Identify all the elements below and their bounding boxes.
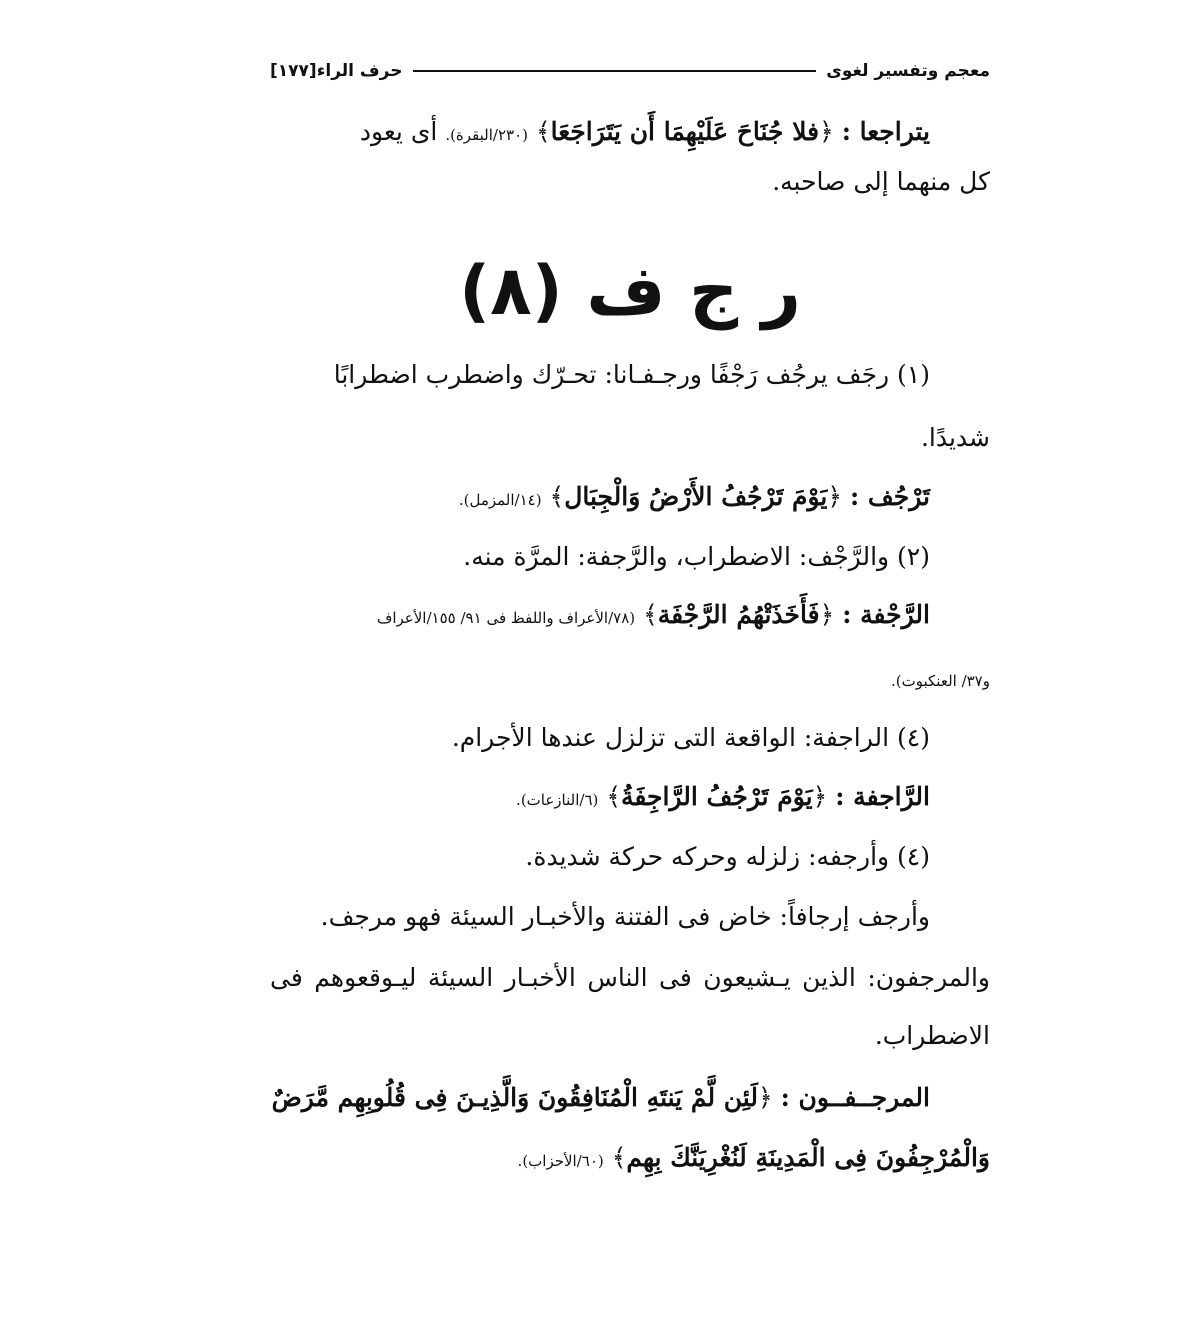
- intro-text-2: كل منهما إلى صاحبه.: [772, 167, 990, 196]
- section-title: ر ج ف (٨): [459, 252, 801, 331]
- running-header: [270, 56, 990, 86]
- entry-6-line-1: والمرجفون: الذين يـشيعون فى الناس الأخبـار السيئة ليـوقعوهم فى: [270, 963, 990, 992]
- entry-1-line-2: شديدًا.: [920, 423, 990, 452]
- intro-line-2: [270, 162, 990, 202]
- entry-2-verse: فَأَخَذَتْهُمُ الرَّجْفَة: [657, 600, 820, 629]
- entry-7-verse-2: وَالْمُرْجِفُونَ فِى الْمَدِينَةِ لَنُغْرِيَنَّكَ بِهِم: [626, 1143, 990, 1172]
- section-name: حرف الراء: [316, 61, 403, 81]
- intro-verse: فلا جُنَاحَ عَلَيْهِمَا أَن يَتَرَاجَعَا: [550, 117, 820, 146]
- header-rule: [413, 70, 817, 72]
- page-number: [١٧٧]: [270, 61, 317, 81]
- entry-3-verse: يَوْمَ تَرْجُفُ الرَّاجِفَةُ: [620, 782, 813, 811]
- book-title: معجم وتفسير لغوى: [826, 61, 990, 81]
- entry-3-line: (٤) الراجفة: الواقعة التى تزلزل عندها الأجرام.: [451, 723, 930, 752]
- intro-ref: (٢٣٠/البقرة).: [445, 126, 529, 144]
- entry-1-verse: يَوْمَ تَرْجُفُ الأَرْضُ وَالْجِبَال: [564, 482, 828, 511]
- entry-3-quote: الرَّاجفة : ﴿يَوْمَ تَرْجُفُ الرَّاجِفَةُ﴾ (٦/النازعات).: [516, 782, 930, 811]
- entry-7-quote-line-2: وَالْمُرْجِفُونَ فِى الْمَدِينَةِ لَنُغْرِيَنَّكَ بِهِم﴾ (٦٠/الأحزاب).: [517, 1143, 990, 1172]
- entry-7-verse-1: لَئِن لَّمْ يَنتَهِ الْمُنَافِقُونَ وَالَّذِيـنَ فِى قُلُوبِهِم مَّرَضٌ: [271, 1083, 758, 1112]
- entry-2-quote: الرَّجْفة : ﴿فَأَخَذَتْهُمُ الرَّجْفَة﴾ (٧٨/الأعراف واللفظ فى ٩١/ ١٥٥/الأعراف: [376, 600, 930, 629]
- entry-6-line-2: الاضطراب.: [874, 1021, 990, 1050]
- entry-4-line: (٤) وأرجفه: زلزله وحركه حركة شديدة.: [525, 842, 930, 871]
- intro-text-1: أى يعود: [359, 117, 438, 146]
- entry-7-quote-line-1: المرجــفــون : ﴿لَئِن لَّمْ يَنتَهِ الْمُنَافِقُونَ وَالَّذِيـنَ فِى قُلُوبِهِم مَّرَضٌ: [271, 1083, 930, 1112]
- entry-2-ref-line-2: و٣٧/ العنكبوت).: [891, 672, 990, 690]
- entry-5-line: وأرجف إرجافاً: خاض فى الفتنة والأخبـار السيئة فهو مرجف.: [320, 902, 930, 931]
- entry-1-line-1: (١) رجَف يرجُف رَجْفًا ورجـفـانا: تحـرّك واضطرب اضطرابًا: [333, 360, 930, 389]
- entry-2-line: (٢) والرَّجْف: الاضطراب، والرَّجفة: المرَّة منه.: [463, 542, 930, 571]
- entry-1-quote: تَرْجُف : ﴿يَوْمَ تَرْجُفُ الأَرْضُ وَالْجِبَال﴾ (١٤/المزمل).: [458, 482, 930, 511]
- intro-word: يتراجعا :: [841, 117, 930, 146]
- intro-line-1: يتراجعا : ﴿فلا جُنَاحَ عَلَيْهِمَا أَن يَتَرَاجَعَا﴾ (٢٣٠/البقرة). أى يعود: [359, 117, 930, 146]
